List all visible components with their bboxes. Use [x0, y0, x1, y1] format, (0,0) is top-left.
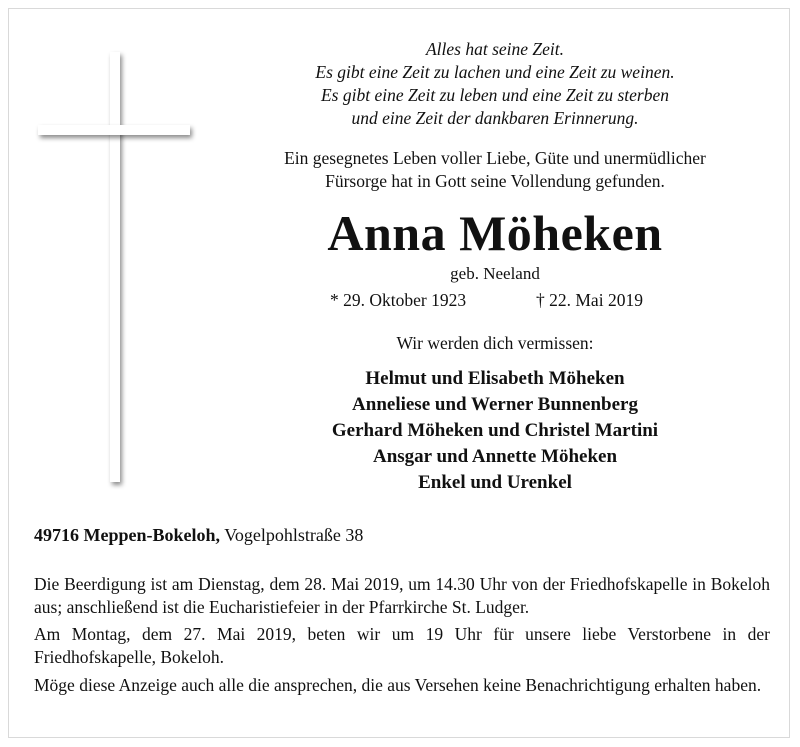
- cross-vertical-beam: [110, 52, 120, 482]
- cross-horizontal-beam: [38, 125, 190, 135]
- verse-block: [280, 38, 710, 130]
- funeral-notice: Die Beerdigung ist am Dienstag, dem 28. Mai 2019, um 14.30 Uhr von der Friedhofskapelle in Bokeloh aus; anschließend ist die Eucharistiefeier in der Pfarrkirche St. Ludger.: [34, 574, 770, 617]
- verse-line: Alles hat seine Zeit.: [425, 39, 565, 59]
- intro-line: Ein gesegnetes Leben voller Liebe, Güte und unermüdlicher: [284, 148, 706, 168]
- address-street: Vogelpohlstraße 38: [224, 525, 364, 545]
- born-name: geb. Neeland: [450, 264, 540, 283]
- family-list: [280, 366, 710, 496]
- deceased-name: Anna Möheken: [327, 205, 663, 261]
- birth-date: * 29. Oktober 1923: [330, 290, 467, 310]
- death-date: † 22. Mai 2019: [536, 290, 643, 310]
- verse-line: und eine Zeit der dankbaren Erinnerung.: [351, 108, 639, 128]
- prayer-notice: Am Montag, dem 27. Mai 2019, beten wir um 19 Uhr für unsere liebe Verstorbene in der Friedhofskapelle, Bokeloh.: [34, 624, 770, 667]
- miss-line: Wir werden dich vermissen:: [396, 333, 594, 353]
- address: [34, 525, 363, 546]
- address-city: 49716 Meppen-Bokeloh,: [34, 525, 221, 545]
- notification-notice: Möge diese Anzeige auch alle die ansprechen, die aus Versehen keine Benachrichtigung erhalten haben.: [34, 675, 762, 695]
- intro-block: [280, 147, 710, 193]
- verse-line: Es gibt eine Zeit zu lachen und eine Zeit zu weinen.: [315, 62, 675, 82]
- family-member: Gerhard Möheken und Christel Martini: [331, 420, 659, 441]
- family-member: Helmut und Elisabeth Möheken: [365, 368, 625, 389]
- family-member: Enkel und Urenkel: [418, 472, 572, 493]
- family-member: Ansgar und Annette Möheken: [372, 446, 618, 467]
- verse-line: Es gibt eine Zeit zu leben und eine Zeit zu sterben: [320, 85, 669, 105]
- intro-line: Fürsorge hat in Gott seine Vollendung gefunden.: [325, 171, 665, 191]
- family-member: Anneliese und Werner Bunnenberg: [352, 394, 638, 415]
